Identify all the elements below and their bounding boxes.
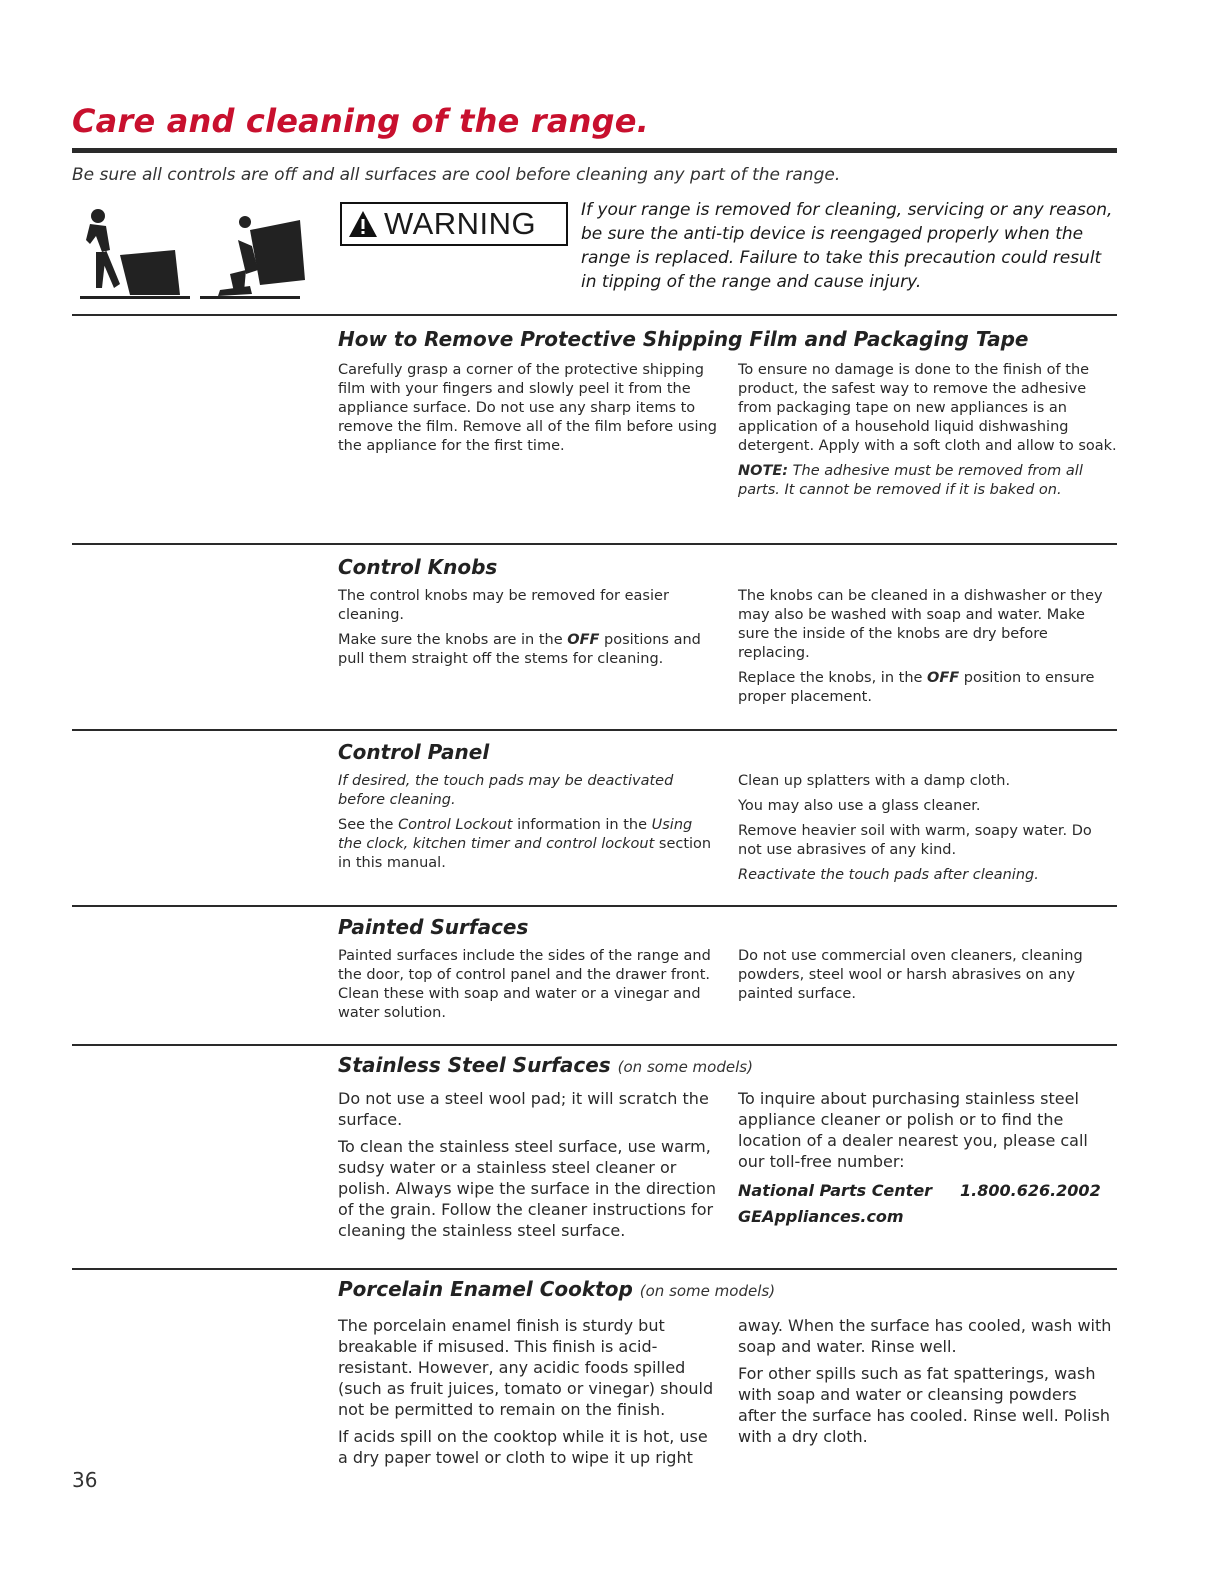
- stainless-paragraph: To clean the stainless steel surface, use warm, sudsy water or a stainless steel cleaner or polish. Always wipe the surface in the direction of the grain. Follow the cleaner instructions for cleaning the stainless steel surface.: [338, 1137, 716, 1240]
- film-left-column: [338, 361, 718, 462]
- section-title-control-panel: Control Panel: [338, 740, 490, 764]
- panel-paragraph: See the Control Lockout information in the Using the clock, kitchen timer and control lockout section in this manual.: [338, 817, 712, 871]
- stainless-paragraph: To inquire about purchasing stainless steel appliance cleaner or polish or to find the location of a dealer nearest you, please call our toll-free number:: [738, 1089, 1088, 1171]
- porcelain-paragraph: The porcelain enamel finish is sturdy but breakable if misused. This finish is acid-resistant. However, any acidic foods spilled (such as fruit juices, tomato or vinegar) should not be permitted to remain on the finish.: [338, 1316, 714, 1419]
- painted-paragraph: Do not use commercial oven cleaners, cleaning powders, steel wool or harsh abrasives on any painted surface.: [738, 948, 1083, 1002]
- film-right-column: [738, 361, 1118, 506]
- panel-paragraph: Clean up splatters with a damp cloth.: [738, 773, 1011, 789]
- section-divider: [72, 1044, 1117, 1046]
- warning-box: [340, 202, 568, 246]
- section-title-stainless-steel: [338, 1053, 753, 1077]
- intro-text: Be sure all controls are off and all surfaces are cool before cleaning any part of the range.: [72, 165, 841, 185]
- warning-triangle-icon: [348, 210, 378, 238]
- porcelain-left-column: [338, 1315, 718, 1474]
- porcelain-paragraph: If acids spill on the cooktop while it is hot, use a dry paper towel or cloth to wipe it up right: [338, 1427, 708, 1467]
- section-divider: [72, 905, 1117, 907]
- porcelain-paragraph: away. When the surface has cooled, wash with soap and water. Rinse well.: [738, 1316, 1112, 1356]
- knobs-paragraph: Replace the knobs, in the OFF position to ensure proper placement.: [738, 670, 1095, 705]
- painted-paragraph: Painted surfaces include the sides of the range and the door, top of control panel and the drawer front. Clean these with soap and water or a vinegar and water solution.: [338, 948, 711, 1021]
- page-title: Care and cleaning of the range.: [72, 102, 650, 140]
- film-note: [738, 462, 1118, 500]
- section-title-shipping-film: How to Remove Protective Shipping Film and Packaging Tape: [338, 327, 1029, 351]
- contact-name: National Parts Center: [738, 1181, 933, 1200]
- porcelain-title: Porcelain Enamel Cooktop: [338, 1277, 633, 1301]
- knobs-right-column: [738, 587, 1118, 713]
- painted-right-column: [738, 947, 1118, 1010]
- panel-right-column: [738, 772, 1118, 891]
- panel-paragraph: You may also use a glass cleaner.: [738, 798, 981, 814]
- contact-row: [738, 1178, 1118, 1204]
- porcelain-right-column: [738, 1315, 1118, 1453]
- panel-paragraph: If desired, the touch pads may be deactivated before cleaning.: [338, 773, 674, 808]
- note-label: NOTE:: [738, 463, 789, 479]
- painted-left-column: [338, 947, 718, 1029]
- knobs-left-column: [338, 587, 718, 675]
- section-divider: [72, 314, 1117, 316]
- panel-paragraph: Remove heavier soil with warm, soapy water. Do not use abrasives of any kind.: [738, 823, 1092, 858]
- section-divider: [72, 543, 1117, 545]
- tip-over-child-illustration: [200, 200, 310, 300]
- stainless-title: Stainless Steel Surfaces: [338, 1053, 611, 1077]
- panel-paragraph: Reactivate the touch pads after cleaning.: [738, 867, 1039, 883]
- knobs-paragraph: The control knobs may be removed for easier cleaning.: [338, 588, 669, 623]
- section-title-porcelain-enamel: [338, 1277, 775, 1301]
- section-title-control-knobs: Control Knobs: [338, 555, 498, 579]
- note-text: The adhesive must be removed from all parts. It cannot be removed if it is baked on.: [738, 463, 1083, 498]
- stainless-subtitle: (on some models): [617, 1058, 753, 1076]
- title-divider: [72, 148, 1117, 153]
- porcelain-paragraph: For other spills such as fat spatterings, wash with soap and water or cleansing powders after the surface has cooled. Rinse well. Polish with a dry cloth.: [738, 1364, 1111, 1446]
- page-number: 36: [72, 1468, 98, 1492]
- warning-label: WARNING: [384, 206, 537, 241]
- stainless-right-column: [738, 1088, 1118, 1230]
- section-divider: [72, 729, 1117, 731]
- tip-over-person-illustration: [80, 200, 190, 300]
- stainless-paragraph: Do not use a steel wool pad; it will scratch the surface.: [338, 1089, 709, 1129]
- film-left-paragraph: Carefully grasp a corner of the protective shipping film with your fingers and slowly peel it from the appliance surface. Do not use any sharp items to remove the film. Remove all of the film before using the appliance for the first time.: [338, 362, 717, 454]
- stainless-left-column: [338, 1088, 718, 1247]
- warning-text: If your range is removed for cleaning, servicing or any reason, be sure the anti-tip device is reengaged properly when the range is replaced. Failure to take this precaution could result in tipping of the range and cause injury.: [581, 200, 1113, 292]
- section-divider: [72, 1268, 1117, 1270]
- knobs-paragraph: Make sure the knobs are in the OFF positions and pull them straight off the stems for cleaning.: [338, 632, 701, 667]
- porcelain-subtitle: (on some models): [639, 1282, 776, 1300]
- contact-website: GEAppliances.com: [738, 1207, 904, 1226]
- section-title-painted-surfaces: Painted Surfaces: [338, 915, 529, 939]
- film-right-paragraph: To ensure no damage is done to the finish of the product, the safest way to remove the adhesive from packaging tape on new appliances is an application of a household liquid dishwashing detergent. Apply with a soft cloth and allow to soak.: [738, 362, 1117, 454]
- contact-phone: 1.800.626.2002: [960, 1181, 1101, 1200]
- panel-left-column: [338, 772, 718, 879]
- knobs-paragraph: The knobs can be cleaned in a dishwasher or they may also be washed with soap and water. Make sure the inside of the knobs are dry before replacing.: [738, 588, 1103, 661]
